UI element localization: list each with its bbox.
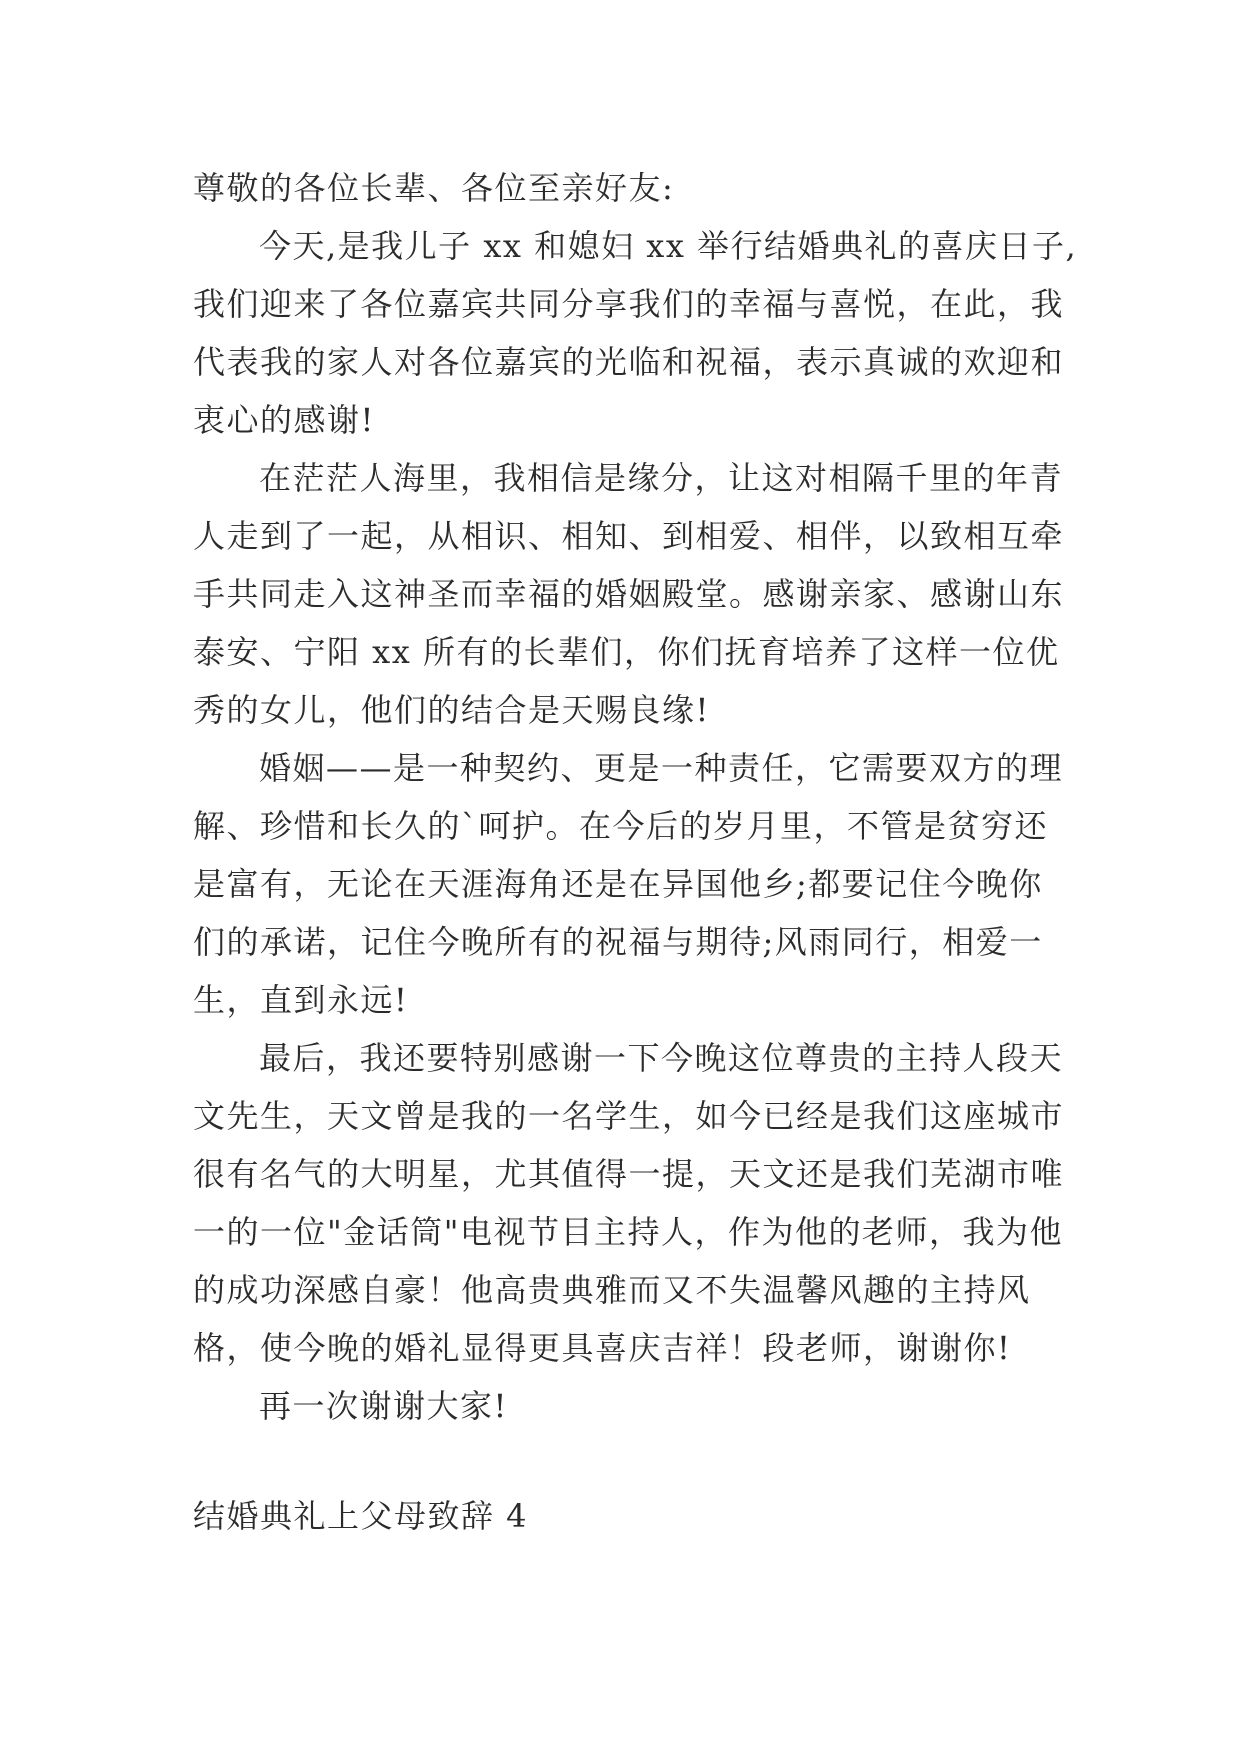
- paragraph-line: 一的一位"金话筒"电视节目主持人，作为他的老师，我为他: [193, 1213, 1063, 1251]
- paragraph-line: 今天,是我儿子 xx 和媳妇 xx 举行结婚典礼的喜庆日子,: [259, 227, 1078, 265]
- paragraph-line: 衷心的感谢!: [193, 401, 375, 439]
- paragraph-line: 格，使今晚的婚礼显得更具喜庆吉祥！段老师，谢谢你!: [193, 1329, 1012, 1367]
- paragraph-line: 是富有，无论在天涯海角还是在异国他乡;都要记住今晚你: [193, 865, 1043, 903]
- paragraph-2: [193, 449, 1065, 739]
- paragraph-line: 我们迎来了各位嘉宾共同分享我们的幸福与喜悦，在此，我: [193, 285, 1065, 323]
- paragraph-line: 的成功深感自豪！他高贵典雅而又不失温馨风趣的主持风: [193, 1271, 1031, 1309]
- section-heading: 结婚典礼上父母致辞 4: [193, 1497, 529, 1535]
- speech-body: [193, 159, 1078, 1435]
- paragraph-line: 在茫茫人海里，我相信是缘分，让这对相隔千里的年青: [259, 459, 1064, 497]
- paragraph-line: 手共同走入这神圣而幸福的婚姻殿堂。感谢亲家、感谢山东: [193, 575, 1065, 613]
- paragraph-line: 们的承诺，记住今晚所有的祝福与期待;风雨同行，相爱一: [193, 923, 1043, 961]
- paragraph-4: [193, 1029, 1065, 1377]
- paragraph-line: 解、珍惜和长久的`呵护。在今后的岁月里，不管是贫穷还: [193, 807, 1049, 845]
- paragraph-line: 再一次谢谢大家!: [259, 1387, 508, 1425]
- paragraph-line: 最后，我还要特别感谢一下今晚这位尊贵的主持人段天: [259, 1039, 1064, 1077]
- paragraph-line: 文先生，天文曾是我的一名学生，如今已经是我们这座城市: [193, 1097, 1065, 1135]
- paragraph-line: 很有名气的大明星，尤其值得一提，天文还是我们芜湖市唯: [193, 1155, 1065, 1193]
- paragraph-line: 代表我的家人对各位嘉宾的光临和祝福，表示真诚的欢迎和: [193, 343, 1065, 381]
- paragraph-line: 泰安、宁阳 xx 所有的长辈们，你们抚育培养了这样一位优: [193, 633, 1060, 671]
- salutation: 尊敬的各位长辈、各位至亲好友:: [193, 169, 675, 207]
- paragraph-3: [193, 739, 1064, 1029]
- paragraph-line: 人走到了一起，从相识、相知、到相爱、相伴，以致相互牵: [193, 517, 1065, 555]
- paragraph-1: [193, 217, 1078, 449]
- paragraph-5: [193, 1377, 1053, 1435]
- paragraph-line: 秀的女儿，他们的结合是天赐良缘!: [193, 691, 710, 729]
- paragraph-line: 婚姻——是一种契约、更是一种责任，它需要双方的理: [259, 749, 1064, 787]
- paragraph-line: 生，直到永远!: [193, 981, 409, 1019]
